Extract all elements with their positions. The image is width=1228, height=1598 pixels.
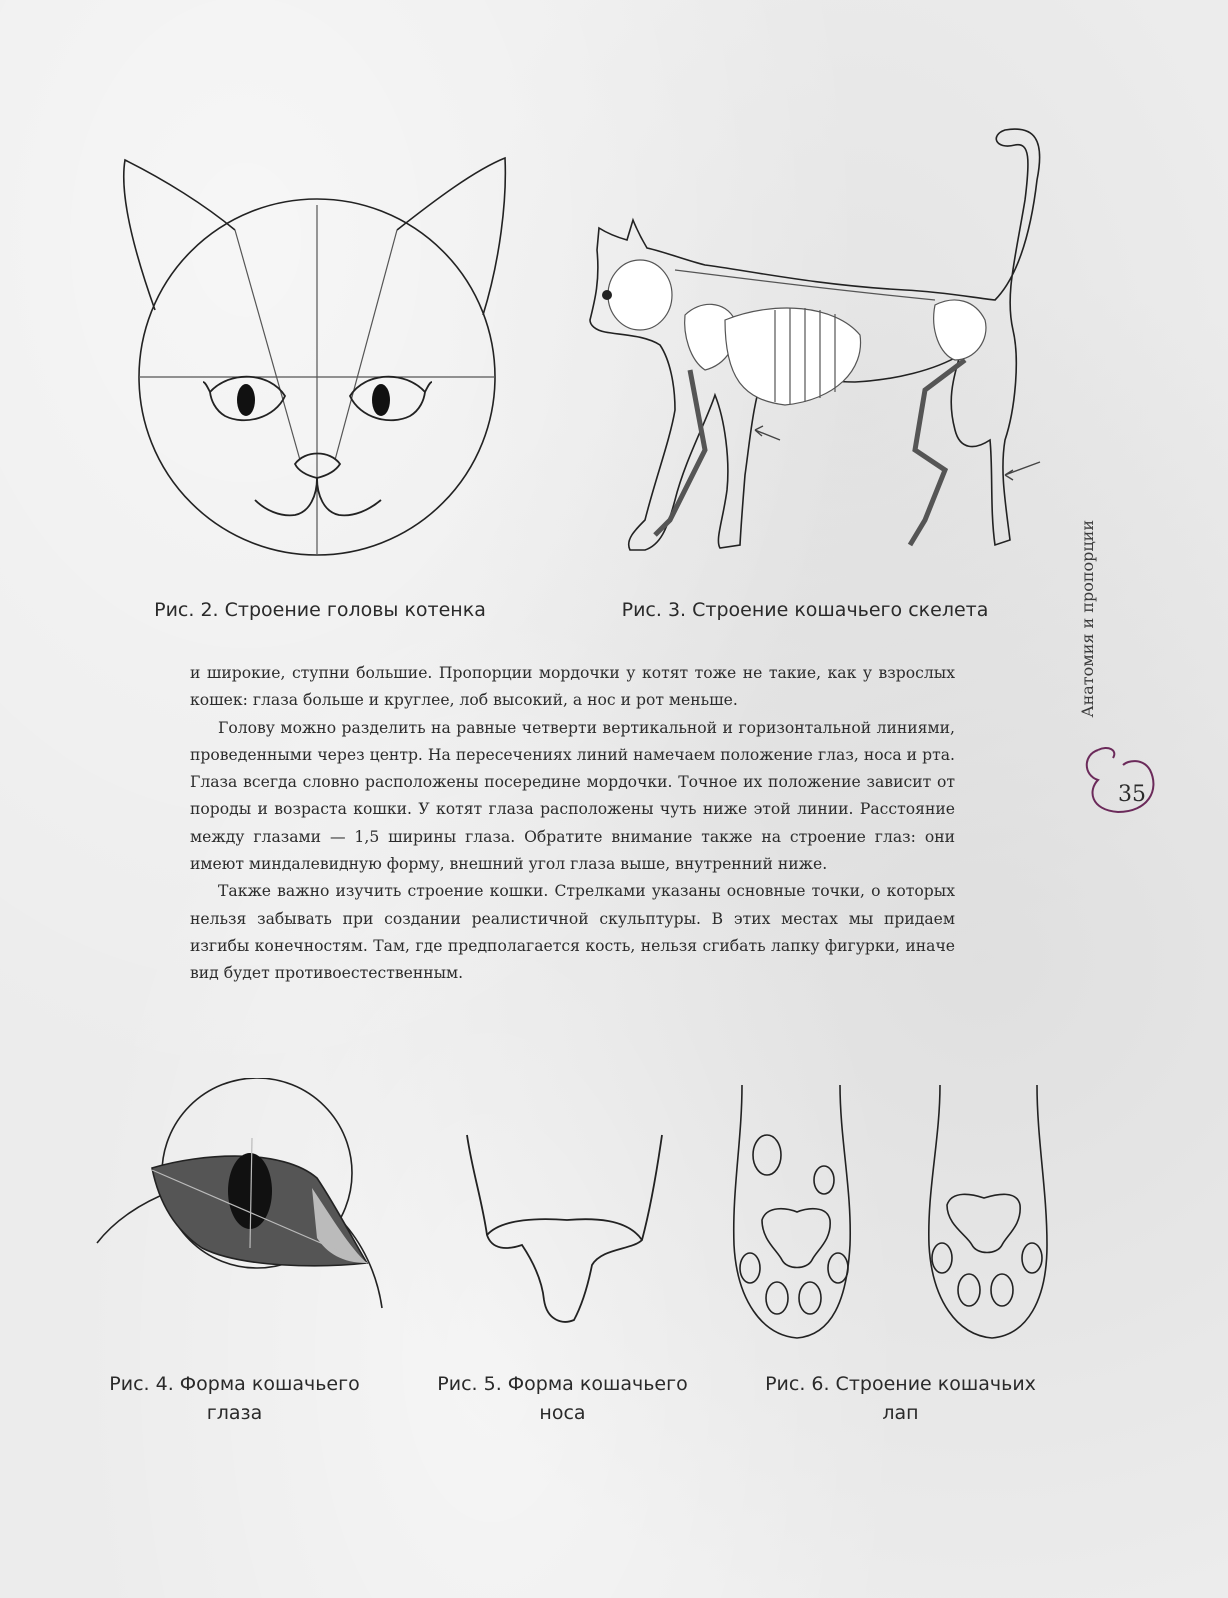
figure-cat-nose bbox=[462, 1100, 672, 1340]
cat-skeleton-drawing bbox=[575, 120, 1075, 570]
figure-2-caption: Рис. 2. Строение головы котенка bbox=[154, 599, 486, 621]
cat-eye-drawing bbox=[92, 1078, 392, 1368]
kitten-head-drawing bbox=[115, 150, 515, 560]
page-number: 35 bbox=[1118, 782, 1146, 807]
body-text bbox=[190, 660, 955, 988]
paragraph-1: и широкие, ступни большие. Пропорции мордочки у котят тоже не такие, как у взрослых кошек: глаза больше и круглее, лоб высокий, а нос и рот меньше. bbox=[190, 664, 955, 710]
figure-4-caption: Рис. 4. Форма кошачьего глаза bbox=[109, 1373, 360, 1424]
figure-kitten-head bbox=[115, 150, 515, 560]
cat-paws-drawing bbox=[722, 1080, 1062, 1350]
ornament-swirl-icon bbox=[1078, 740, 1168, 820]
cat-nose-drawing bbox=[462, 1100, 672, 1340]
paragraph-3: Также важно изучить строение кошки. Стрелками указаны основные точки, о которых нельзя забывать при создании реалистичной скульптуры. В этих местах мы придаем изгибы конечностям. Там, где предполагается кость, нельзя сгибать лапку фигурки, иначе вид будет противоестественным. bbox=[190, 882, 955, 983]
figure-5-caption: Рис. 5. Форма кошачьего носа bbox=[437, 1373, 688, 1424]
figure-3-caption: Рис. 3. Строение кошачьего скелета bbox=[621, 599, 989, 621]
section-title-vertical: Анатомия и пропорции bbox=[1078, 520, 1097, 718]
paragraph-2: Голову можно разделить на равные четверти вертикальной и горизонтальной линиями, проведенными через центр. На пересечениях линий намечаем положение глаз, носа и рта. Глаза всегда словно расположены посередине мордочки. Точное их положение зависит от породы и возраста кошки. У котят глаза расположены чуть ниже этой линии. Расстояние между глазами — 1,5 ширины глаза. Обратите внимание также на строение глаз: они имеют миндалевидную форму, внешний угол глаза выше, внутренний ниже. bbox=[190, 718, 955, 874]
figure-6-caption: Рис. 6. Строение кошачьих лап bbox=[765, 1373, 1036, 1424]
figure-cat-eye bbox=[92, 1078, 392, 1368]
figure-cat-paws bbox=[722, 1080, 1062, 1350]
figure-cat-skeleton bbox=[575, 120, 1075, 570]
